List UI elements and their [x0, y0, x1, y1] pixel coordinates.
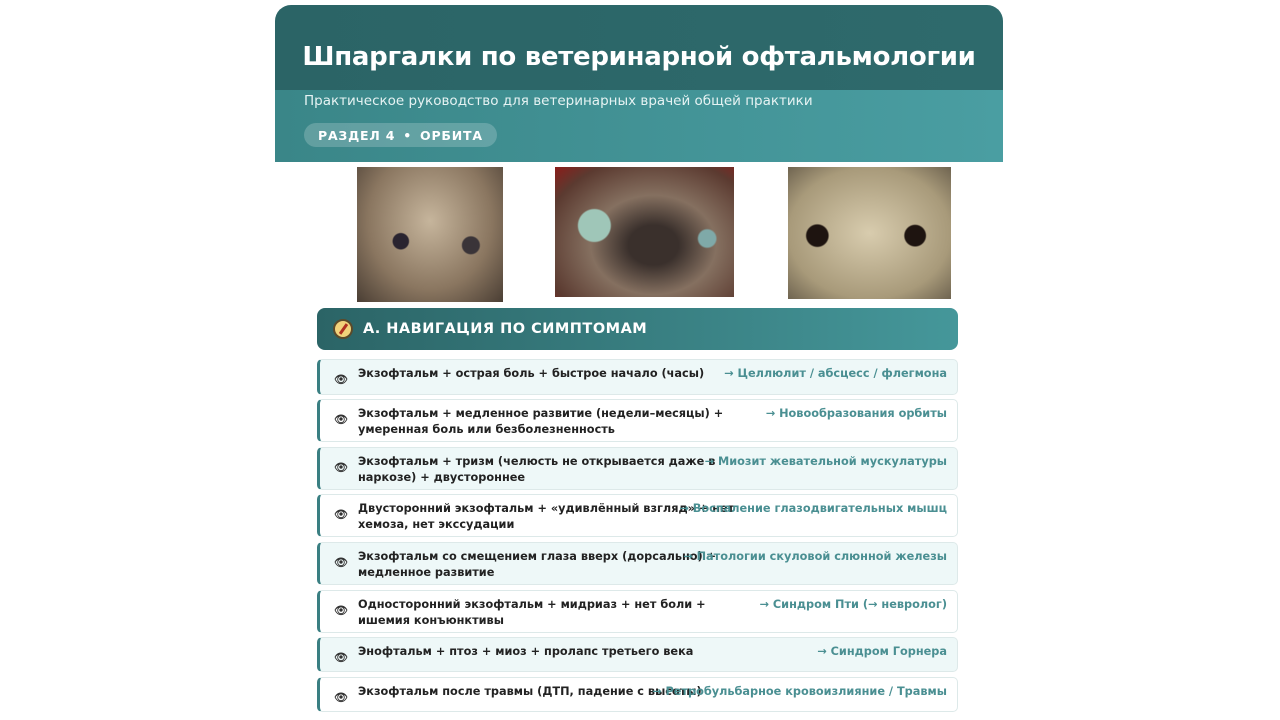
symptom-text: Экзофтальм после травмы (ДТП, падение с высоты) — [358, 685, 702, 698]
eye-icon: 👁 — [334, 691, 348, 704]
diagnosis-text: → Патологии скуловой слюнной железы — [683, 550, 947, 563]
symptom-text: Экзофтальм со смещением глаза вверх (дорсально) + медленное развитие — [358, 550, 717, 579]
title-bar — [275, 5, 1003, 90]
eye-icon: 👁 — [334, 508, 348, 521]
symptom-text: Экзофтальм + медленное развитие (недели–месяцы) + умеренная боль или безболезненность — [358, 407, 724, 436]
diagnosis-text: → Миозит жевательной мускулатуры — [704, 455, 947, 468]
eye-icon: 👁 — [334, 556, 348, 569]
section-header — [317, 308, 958, 350]
symptom-row — [317, 677, 958, 712]
section-name: ОРБИТА — [420, 127, 483, 143]
eye-icon: 👁 — [334, 604, 348, 617]
page-title: Шпаргалки по ветеринарной офтальмологии — [302, 41, 976, 72]
symptom-text: Экзофтальм + тризм (челюсть не открывается даже в наркозе) + двустороннее — [358, 455, 716, 484]
section-title: А. НАВИГАЦИЯ ПО СИМПТОМАМ — [363, 321, 648, 337]
symptom-text: Двусторонний экзофтальм + «удивлённый взгляд» + нет хемоза, нет экссудации — [358, 502, 735, 531]
symptom-row — [317, 359, 958, 395]
compass-icon — [333, 319, 353, 339]
diagnosis-text: → Синдром Горнера — [817, 645, 947, 658]
page-subtitle: Практическое руководство для ветеринарных врачей общей практики — [304, 93, 813, 109]
photo-dog-eyes — [788, 167, 951, 299]
diagnosis-text: → Ретробульбарное кровоизлияние / Травмы — [652, 685, 947, 698]
symptom-row — [317, 494, 958, 537]
photo-dog-exophthalmos-1 — [357, 167, 503, 302]
diagnosis-text: → Новообразования орбиты — [765, 407, 947, 420]
symptom-text: Энофтальм + птоз + миоз + пролапс третьего века — [358, 645, 694, 658]
eye-icon: 👁 — [334, 461, 348, 474]
symptom-row — [317, 590, 958, 633]
symptom-row — [317, 542, 958, 585]
symptom-text: Экзофтальм + острая боль + быстрое начало (часы) — [358, 367, 705, 380]
eye-icon: 👁 — [334, 373, 348, 386]
symptom-row — [317, 447, 958, 490]
eye-icon: 👁 — [334, 413, 348, 426]
section-number: РАЗДЕЛ 4 — [318, 127, 396, 143]
page-header — [275, 5, 1003, 162]
diagnosis-text: → Воспаление глазодвигательных мышц — [679, 502, 947, 515]
diagnosis-text: → Целлюлит / абсцесс / флегмона — [724, 367, 947, 380]
symptom-text: Односторонний экзофтальм + мидриаз + нет боли + ишемия конъюнктивы — [358, 598, 706, 627]
section-badge — [304, 123, 497, 147]
eye-icon: 👁 — [334, 651, 348, 664]
symptom-row — [317, 399, 958, 442]
subtitle-bar — [275, 90, 1003, 162]
symptom-row — [317, 637, 958, 672]
diagnosis-text: → Синдром Пти (→ невролог) — [759, 598, 947, 611]
badge-separator: • — [403, 127, 413, 143]
photo-pug-eye — [555, 167, 734, 297]
